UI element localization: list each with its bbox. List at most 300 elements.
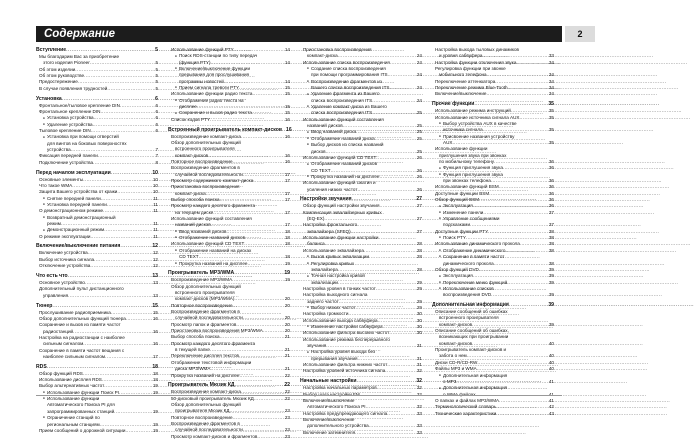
- toc-entry-page: 38: [548, 247, 554, 253]
- toc-entry-page: 43: [548, 410, 554, 416]
- toc-leader-dots: [355, 430, 416, 436]
- toc-entry-title: дополнительного устройства: [307, 423, 369, 429]
- toc-entry-title: ● Функция приглушения звука: [439, 165, 503, 171]
- toc-entry-title: проигрывателя Мюзик КД: [175, 408, 230, 414]
- toc-entry-title: Включение/выключение: [435, 91, 487, 97]
- toc-entry-page: 13: [152, 292, 158, 298]
- toc-entry-page: 39: [548, 266, 554, 272]
- toc-entry-title: ● Отображение динамического: [439, 248, 505, 254]
- toc-entry-title: ● Установка устройства: [43, 115, 94, 121]
- toc-entry-title: Компенсация эквалайзерных кривых: [303, 209, 382, 215]
- toc-entry-page: 5: [155, 60, 158, 66]
- toc-entry-title: источника сигнала: [443, 127, 483, 133]
- toc-column-4: [432, 47, 554, 417]
- toc-entry-page: 40: [548, 340, 554, 346]
- toc-entry-title: Мы благодарим Вас за приобретение: [39, 54, 120, 59]
- toc-section-title: Тюнер: [36, 302, 53, 309]
- toc-entry-page: 17: [284, 209, 290, 215]
- toc-entry-page: 5: [155, 66, 158, 72]
- toc-entry-title: ● Вызов кривых эквализации: [307, 254, 369, 260]
- toc-entry-page: 27: [416, 203, 422, 209]
- toc-entry: [168, 117, 290, 123]
- toc-entry-title: Обзор функций RDS: [39, 370, 83, 376]
- toc-entry-title: ● Сохранение в памяти частот: [439, 254, 504, 260]
- toc-section-heading: [168, 382, 290, 389]
- toc-entry-title: региональным станциям: [47, 421, 100, 427]
- toc-section-page: 22: [284, 382, 290, 389]
- toc-entry-title: ● Управление сообщениями: [439, 216, 499, 222]
- toc-entry-title: Список кодов PTY: [171, 116, 210, 122]
- toc-entry-page: 15: [152, 309, 158, 315]
- toc-entry-title: для винтов на боковых поверхностях: [47, 140, 127, 146]
- toc-entry-title: Просмотр каждого десятого фрагмента: [171, 203, 256, 209]
- toc-entry-title: Настройка на радиостанции с наиболее: [39, 334, 125, 340]
- toc-entry-title: управления: [43, 292, 69, 298]
- toc-entry-page: 25: [416, 110, 422, 116]
- bottom-rule: [36, 395, 562, 396]
- toc-leader-dots: [66, 47, 154, 54]
- toc-entry-page: 11: [153, 195, 158, 201]
- toc-entry-title: Использование дисплея RDS: [39, 377, 102, 383]
- toc-entry-page: 18: [284, 235, 290, 241]
- toc-entry-page: 35: [548, 108, 554, 114]
- toc-entry-page: 18: [152, 377, 158, 383]
- toc-entry-page: 6: [155, 102, 158, 108]
- toc-entry-page: 36: [548, 197, 554, 203]
- toc-entry-title: эквалайзера: [311, 266, 338, 272]
- toc-entry-title: Настройка уровня в тонких частот: [303, 285, 376, 291]
- toc-entry-page: 34: [548, 91, 554, 97]
- toc-entry-page: 21: [284, 353, 290, 359]
- toc-entry-page: 23: [284, 408, 290, 414]
- toc-entry-page: 22: [284, 395, 290, 401]
- toc-entry-title: ● Прокрутка названий на дисплее: [307, 174, 379, 180]
- toc-entry: [36, 428, 158, 434]
- toc-entry-title: ● Выбор устройства AUX в качестве: [439, 121, 517, 127]
- toc-entry-title: при звонках телефона: [443, 178, 491, 184]
- toc-entry-title: наиболее сильным сигналом: [43, 353, 106, 359]
- toc-leader-dots: [379, 203, 415, 209]
- toc-entry-title: Настройка уровней источника сигнала: [303, 368, 386, 374]
- toc-entry-title: ● Установка при помощи отверстий: [43, 134, 119, 140]
- toc-entry-title: ● Сохранение и вызов радио текста: [175, 110, 252, 116]
- toc-entry-page: 17: [284, 178, 290, 184]
- toc-entry-title: устройства: [47, 146, 71, 152]
- toc-entry-title: Переключение дисплея текстов: [171, 353, 239, 359]
- toc-entry-page: 16: [284, 152, 290, 158]
- toc-entry-page: 11: [153, 227, 158, 233]
- toc-entry-title: ● Возвратный демонстрационный: [43, 215, 116, 221]
- toc-entry-title: ● Создание списка воспроизведения: [307, 66, 386, 72]
- toc-section-title: Прочие функции: [432, 101, 475, 108]
- toc-entry: [36, 263, 158, 269]
- toc-entry-page: 35: [548, 127, 554, 133]
- toc-entry-page: 19: [284, 260, 290, 266]
- toc-section-heading: [36, 303, 158, 310]
- toc-entry-title: баланса: [307, 241, 325, 247]
- toc-entry-title: О папках и файлах MP3/WMA: [435, 397, 500, 403]
- toc-entry-page: 6: [155, 115, 158, 121]
- toc-entry-page: 21: [284, 366, 290, 372]
- toc-entry-page: 17: [284, 222, 290, 228]
- toc-leader-dots: [369, 254, 416, 260]
- toc-entry-title: 50-дисковый проигрыватель Мюзик КД: [171, 395, 254, 401]
- toc-leader-dots: [388, 72, 416, 78]
- toc-leader-dots: [254, 396, 284, 402]
- toc-entry-page: 16: [152, 315, 158, 321]
- toc-entry-title: Использование режима бесперерывного: [303, 336, 390, 342]
- toc-entry-page: 38: [548, 260, 554, 266]
- toc-leader-dots: [491, 292, 548, 298]
- toc-entry-title: заднего частот: [307, 298, 339, 304]
- toc-leader-dots: [516, 60, 548, 66]
- toc-entry-page: 38: [548, 241, 554, 247]
- toc-entry-title: программы новостей: [179, 78, 224, 84]
- toc-section-heading: [432, 302, 554, 309]
- toc-entry-title: Использование функции радио текста: [171, 91, 253, 97]
- toc-entry-title: Использование функций сжатия и: [303, 180, 376, 186]
- toc-column-2: [168, 47, 290, 440]
- toc-entry-title: Дополнительный пульт дистанционного: [39, 286, 124, 292]
- toc-entry-title: забота о нем: [439, 353, 467, 359]
- toc-entry-title: Технические характеристики: [435, 410, 497, 416]
- toc-entry-page: 28: [416, 247, 422, 253]
- toc-entry-title: ● Прокрутка названий на дисплее: [175, 261, 247, 267]
- toc-entry-title: (функция PTY): [179, 59, 211, 65]
- toc-entry-title: Использование функций составления: [303, 116, 384, 122]
- toc-entry-title: дисплее: [179, 104, 197, 110]
- toc-entry-title: Переключение аттенюатора: [435, 78, 496, 84]
- toc-leader-dots: [90, 263, 152, 269]
- toc-entry-title: Включение затемнителя: [303, 429, 356, 435]
- toc-entry-title: Настройка громкости: [303, 311, 349, 317]
- toc-entry-page: 6: [155, 108, 158, 114]
- toc-entry-title: прерывания звучания: [311, 355, 358, 361]
- toc-entry-title: Обзор дополнительных функций: [171, 402, 241, 408]
- toc-entry-title: Обзор функций DVD: [435, 266, 479, 272]
- toc-entry-title: Тыловое крепление DIN: [39, 127, 91, 133]
- toc-entry-page: 20: [284, 328, 290, 334]
- toc-entry-title: О демонстрационном режиме: [39, 208, 104, 214]
- toc-entry-title: Просмотр каждого десятого фрагмента: [171, 340, 256, 346]
- toc-leader-dots: [376, 155, 416, 161]
- toc-entry-page: 20: [284, 321, 290, 327]
- toc-section-page: 35: [548, 101, 554, 108]
- toc-entry-page: 38: [548, 235, 554, 241]
- toc-entry-title: ● Точная настройка кривой: [307, 273, 365, 279]
- toc-entry-page: 36: [548, 203, 554, 209]
- toc-entry-page: 29: [416, 279, 422, 285]
- toc-entry-title: ● Ограничение станций по: [43, 415, 100, 421]
- toc-entry-page: 29: [416, 298, 422, 304]
- toc-entry-page: 15: [284, 104, 290, 110]
- toc-entry-title: Обзор дополнительных функций: [171, 283, 241, 289]
- toc-entry-page: 34: [548, 72, 554, 78]
- toc-entry-title: сильным сигналом: [43, 341, 84, 347]
- toc-entry-page: 32: [416, 404, 422, 410]
- toc-entry-title: Отключение устройства: [39, 263, 91, 269]
- toc-entry-title: ● Отображение названий диска: [307, 136, 375, 142]
- toc-leader-dots: [520, 115, 548, 121]
- toc-entry-title: Включение/выключение: [303, 397, 355, 403]
- toc-entry-title: Воспроизведение фрагментов в: [171, 165, 240, 171]
- toc-section-heading: [36, 273, 158, 280]
- toc-entry-page: 24: [416, 53, 422, 59]
- toc-entry-page: 40: [548, 359, 554, 365]
- toc-entry-title: и уровня сабвуфера: [439, 53, 483, 59]
- toc-section-page: 15: [152, 302, 158, 309]
- toc-entry-title: по мобильному телефону: [439, 159, 495, 164]
- toc-entry-title: Использование фильтра высоких частот: [303, 330, 390, 336]
- toc-entry-title: ● Изменение панели: [439, 210, 483, 216]
- toc-leader-dots: [257, 434, 284, 440]
- toc-entry-title: Основное устройство: [39, 279, 85, 285]
- toc-entry-page: 26: [416, 186, 422, 192]
- toc-entry-title: ● Отображение радио текста на: [175, 98, 244, 104]
- toc-entry-title: Обзор дополнительных функций тюнера: [39, 315, 126, 321]
- toc-entry-title: Повторное воспроизведение: [171, 159, 233, 164]
- toc-entry-page: 17: [284, 171, 290, 177]
- toc-section-page: 18: [152, 363, 158, 370]
- toc-entry-page: 31: [416, 362, 422, 367]
- toc-section-heading: [168, 127, 290, 134]
- toc-leader-dots: [503, 165, 548, 171]
- toc-entry-title: Просмотр папок и фрагментов: [171, 321, 237, 327]
- toc-leader-dots: [233, 415, 284, 421]
- toc-entry-page: 30: [416, 330, 422, 336]
- toc-entry-page: 33: [548, 53, 554, 59]
- toc-section-heading: [36, 364, 158, 371]
- toc-entry-page: 25: [416, 135, 422, 141]
- toc-entry-title: Выбор способа поиска: [171, 334, 220, 340]
- toc-entry-title: AUX: [443, 139, 453, 145]
- toc-entry-title: ● Поиск PTY: [439, 235, 466, 241]
- toc-entry-title: компакт-дисков: [439, 321, 473, 327]
- toc-entry-title: Использование функций CD TEXT: [171, 241, 245, 247]
- toc-section-page: 13: [152, 272, 158, 279]
- toc-entry-title: воспроизведения DVD: [443, 292, 492, 298]
- toc-leader-dots: [62, 96, 154, 103]
- toc-entry-page: 28: [416, 254, 422, 260]
- toc-entry-title: Основные элементы: [39, 176, 84, 182]
- toc-entry-title: компакт-дисков: [439, 340, 473, 346]
- toc-entry-page: 6: [155, 121, 158, 127]
- toc-entry-title: Использование функций CD TEXT: [303, 154, 377, 160]
- toc-leader-dots: [376, 286, 416, 292]
- toc-section-heading: [168, 270, 290, 277]
- toc-entry-title: ● Ввод названий диска: [307, 129, 356, 135]
- toc-leader-dots: [114, 409, 152, 415]
- toc-entry-title: Обзор дополнительных функций: [171, 139, 241, 145]
- toc-entry-title: Терминологический словарь: [435, 404, 497, 410]
- toc-entry-page: 36: [548, 178, 554, 184]
- toc-entry-page: 42: [548, 404, 554, 410]
- toc-entry-title: (EQ-EX): [307, 216, 325, 222]
- toc-entry-title: ● Настройка уровня выхода без: [307, 349, 375, 355]
- toc-entry-title: ● Ввод названий дисков: [175, 229, 226, 235]
- toc-entry-title: списка воспроизведения ITS: [311, 110, 373, 116]
- toc-entry-title: Включение устройства: [39, 250, 88, 256]
- toc-entry-page: 26: [416, 173, 422, 179]
- toc-entry-title: Настройка выходного сигнала: [303, 292, 368, 298]
- toc-entry-title: Использование выхода сабвуфера: [303, 317, 378, 323]
- toc-section-title: Встроенный проигрыватель компакт-дисков: [168, 126, 282, 133]
- toc-entry-title: ● Отображение названий на дисках: [175, 248, 251, 254]
- toc-entry-title: Воспроизведение фрагментов в: [171, 421, 240, 427]
- toc-entry-title: ● Регулировка кривых: [307, 261, 354, 267]
- toc-entry-title: встроенного проигрывателя: [175, 290, 235, 296]
- toc-section-page: 12: [152, 243, 158, 250]
- toc-entry-page: 15: [284, 110, 290, 116]
- toc-entry: [432, 411, 554, 417]
- toc-leader-dots: [68, 273, 152, 280]
- toc-entry-page: 34: [548, 59, 554, 65]
- toc-entry-page: 17: [152, 353, 158, 359]
- toc-entry-title: Использование функций BSM: [435, 184, 499, 190]
- toc-entry-title: ● Эксплуатация: [439, 203, 473, 209]
- toc-entry-title: Просмотр компакт-дисков и фрагментов: [171, 433, 258, 439]
- toc-entry-title: ● Воспроизведение фрагментов из: [307, 79, 382, 85]
- toc-entry-page: 31: [416, 342, 422, 348]
- toc-entry-page: 11: [153, 220, 158, 226]
- toc-entry-page: 10: [152, 182, 158, 188]
- toc-entry-page: 19: [152, 408, 158, 414]
- toc-leader-dots: [93, 160, 154, 166]
- toc-section-title: Включение/выключение питания: [36, 243, 121, 250]
- toc-entry-page: 41: [548, 397, 554, 403]
- toc-leader-dots: [507, 280, 548, 286]
- toc-entry-page: 21: [284, 334, 290, 340]
- toc-leader-dots: [105, 354, 152, 360]
- toc-entry-page: 33: [416, 410, 422, 416]
- toc-entry: [432, 292, 554, 298]
- toc-leader-dots: [111, 170, 152, 177]
- toc-entry-page: 17: [284, 197, 290, 203]
- toc-entry-page: 32: [416, 368, 422, 374]
- toc-entry-page: 38: [548, 228, 554, 234]
- toc-entry-title: Выбор альтернативных частот: [39, 383, 105, 389]
- toc-leader-dots: [390, 60, 416, 66]
- toc-entry-title: Использование списка воспроизведения: [303, 59, 390, 65]
- toc-section-page: 19: [284, 270, 290, 277]
- toc-entry-page: 40: [548, 366, 554, 372]
- toc-entry-page: 39: [548, 292, 554, 298]
- toc-entry-title: Доступные функции PTY: [435, 228, 489, 234]
- toc-section-page: 32: [416, 378, 422, 385]
- toc-entry-page: 39: [548, 321, 554, 327]
- toc-entry-title: радиостанций: [43, 328, 74, 334]
- toc-entry-title: Сохранение и вызов из памяти частот: [39, 322, 121, 328]
- toc-entry-page: 35: [548, 114, 554, 120]
- toc-entry: [168, 373, 290, 379]
- toc-entry-page: 8: [155, 159, 158, 165]
- toc-entry-title: Воспроизведение компакт-диска: [171, 389, 241, 395]
- toc-entry-title: дисков: [311, 148, 326, 154]
- toc-section-page: 27: [416, 196, 422, 203]
- toc-entry-title: Обзор функций настройки звучания: [303, 203, 380, 209]
- toc-entry-page: 34: [548, 85, 554, 91]
- toc-entry-page: 33: [416, 423, 422, 429]
- toc-entry-title: Прослушивание радиоприемника: [39, 309, 111, 315]
- toc-leader-dots: [107, 86, 154, 92]
- toc-column-1: [36, 47, 158, 434]
- toc-entry-page: 15: [284, 85, 290, 91]
- toc-entry-page: 16: [152, 328, 158, 334]
- toc-entry-title: прерывания для прослушивания: [179, 72, 250, 78]
- toc-entry-page: 20: [284, 302, 290, 308]
- toc-entry-title: Об этом руководстве: [39, 73, 85, 79]
- toc-entry-title: ● Использование функции Поиск PI: [43, 390, 119, 396]
- toc-entry-title: ● Поиск RDS-станции по типу передач: [175, 53, 257, 59]
- page-number: 2: [565, 26, 595, 42]
- toc-entry-page: 18: [284, 254, 290, 260]
- toc-entry-title: встроенного проигрывателя: [175, 146, 235, 152]
- toc-entry-page: 26: [416, 167, 422, 173]
- toc-entry-title: списка воспроизведения ITS: [311, 97, 373, 103]
- toc-entry: [36, 86, 158, 92]
- toc-entry-title: возникающих при проигрывании: [439, 334, 509, 340]
- toc-section-heading: [36, 96, 158, 103]
- toc-entry-page: 37: [548, 222, 554, 228]
- toc-entry-page: 23: [284, 414, 290, 420]
- toc-column-3: [300, 47, 422, 436]
- toc-leader-dots: [379, 174, 415, 180]
- toc-entry-title: при помощи программирования ITS: [311, 72, 388, 78]
- toc-entry-title: ● Изменение настройки сабвуфера: [307, 324, 383, 330]
- toc-entry-page: 23: [284, 433, 290, 439]
- toc-entry-page: 41: [548, 391, 554, 397]
- toc-entry-title: Повторное воспроизведение: [171, 302, 233, 308]
- toc-entry-page: 40: [548, 353, 554, 359]
- toc-leader-dots: [126, 316, 152, 322]
- toc-entry-title: случайной последовательности: [175, 427, 243, 433]
- toc-entry: [36, 354, 158, 360]
- toc-entry-title: Использование режима инструкций: [435, 108, 511, 114]
- toc-entry: [36, 293, 158, 299]
- toc-section-title: Дополнительная информация: [432, 302, 509, 309]
- toc-entry-title: Приостановка воспроизведения MP3/WMA: [171, 328, 263, 334]
- toc-entry-page: 16: [152, 341, 158, 347]
- toc-entry-title: случайной последовательности: [175, 315, 243, 321]
- toc-entry-title: Вашего списка воспроизведения ITS: [311, 85, 390, 91]
- toc-entry-title: названий дисков: [175, 222, 211, 228]
- toc-section-title: RDS: [36, 363, 47, 370]
- toc-entry-title: О режиме эксплуатации: [39, 233, 91, 239]
- toc-leader-dots: [90, 234, 152, 240]
- toc-leader-dots: [68, 293, 152, 299]
- toc-entry-title: Повторное воспроизведение: [171, 414, 233, 420]
- toc-entry-title: Воспроизведение компакт-диска: [171, 133, 241, 139]
- toc-entry-page: 18: [152, 370, 158, 376]
- toc-entry-title: ● Выбор низких частот: [307, 305, 356, 311]
- toc-entry-page: 17: [284, 190, 290, 196]
- toc-entry-title: компакт-дисков: [175, 152, 209, 158]
- toc-entry-page: 12: [152, 263, 158, 269]
- toc-section-title: Вступление: [36, 47, 67, 53]
- toc-entry-title: ● Дополнительная информация: [439, 373, 507, 379]
- toc-entry-title: Об этом изделии: [39, 66, 76, 72]
- toc-section-title: Перед началом эксплуатации: [36, 169, 111, 176]
- toc-entry-title: Прокрутка названий на дисплее: [171, 372, 240, 378]
- toc-entry-page: 24: [416, 72, 422, 78]
- toc-entry: [300, 430, 422, 436]
- toc-entry-title: ● Снятие передней панели: [43, 196, 101, 202]
- toc-entry-title: Автоматического Поиска PI для: [47, 402, 115, 408]
- toc-entry-title: динамического прокола: [443, 260, 494, 266]
- toc-entry-title: Автоматического Поиска PI: [307, 404, 366, 410]
- toc-entry-title: компакт-диска: [307, 53, 338, 59]
- toc-entry-title: Настройка начальных параметров: [303, 385, 377, 391]
